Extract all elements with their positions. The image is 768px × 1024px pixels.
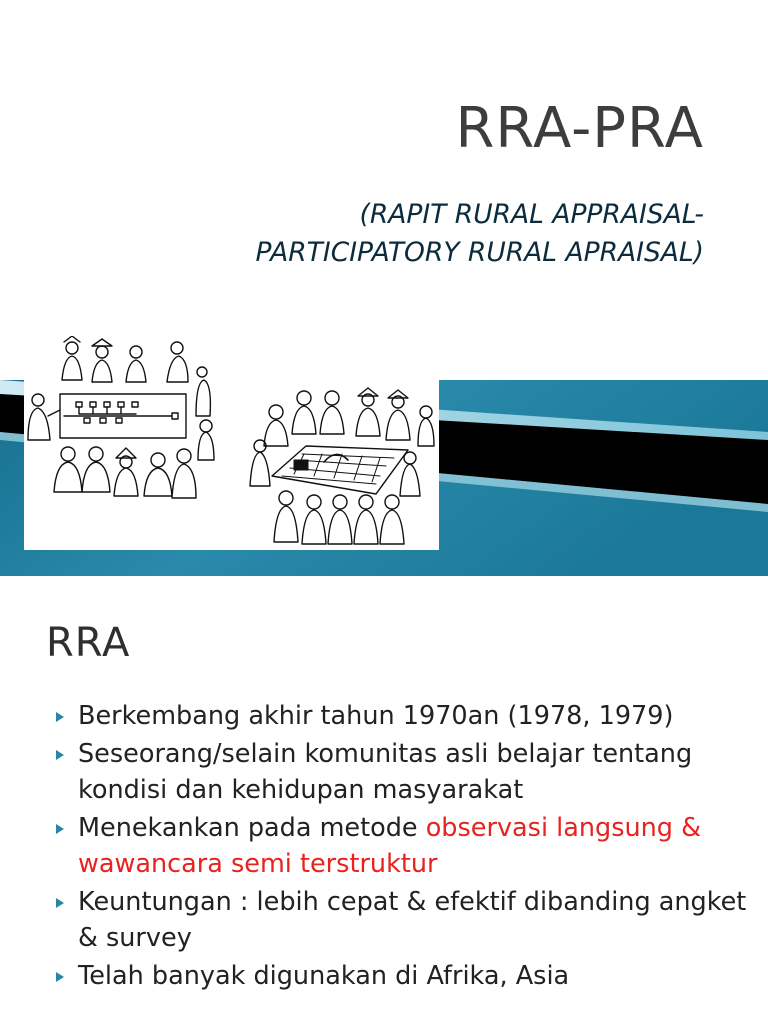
triangle-bullet-icon [56, 824, 64, 834]
group-discussion-illustration [24, 336, 439, 550]
slide-heading: RRA [46, 620, 131, 666]
triangle-bullet-icon [56, 898, 64, 908]
bullet-text: Menekankan pada metode [78, 813, 426, 843]
slide-subtitle [255, 196, 704, 272]
slide-title: RRA-PRA [455, 96, 704, 161]
bullet-text: Seseorang/selain komunitas asli belajar tentang kondisi dan kehidupan masyarakat [78, 739, 693, 805]
triangle-bullet-icon [56, 972, 64, 982]
list-item [56, 736, 756, 808]
highlighted-text: observasi langsung & wawancara semi terstruktur [78, 813, 701, 879]
bullet-list [56, 698, 756, 996]
subtitle-line-1: (RAPIT RURAL APPRAISAL- [359, 199, 704, 230]
bullet-text: Berkembang akhir tahun 1970an (1978, 1979) [78, 701, 674, 731]
subtitle-line-2: PARTICIPATORY RURAL APRAISAL) [255, 237, 704, 268]
list-item [56, 958, 756, 994]
list-item [56, 884, 756, 956]
list-item [56, 810, 756, 882]
bullet-text: Telah banyak digunakan di Afrika, Asia [78, 961, 570, 991]
content-slide [0, 576, 768, 1024]
bullet-text: Keuntungan : lebih cepat & efektif dibanding angket & survey [78, 887, 747, 953]
triangle-bullet-icon [56, 750, 64, 760]
triangle-bullet-icon [56, 712, 64, 722]
list-item [56, 698, 756, 734]
